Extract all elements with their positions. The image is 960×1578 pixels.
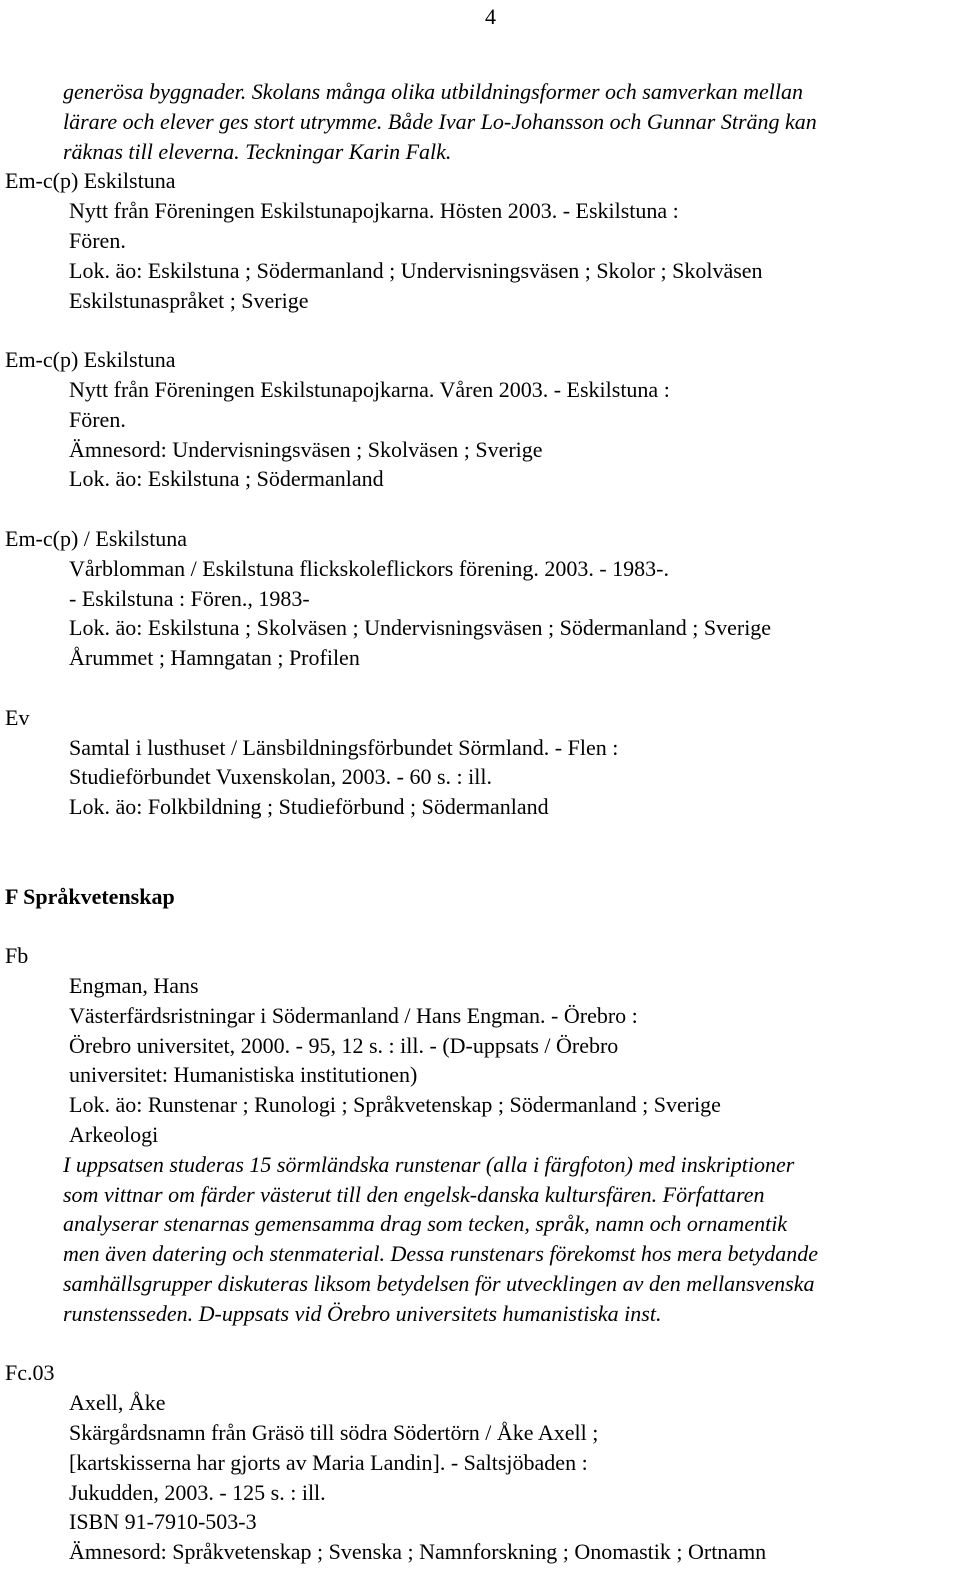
entry-line: Engman, Hans xyxy=(69,973,199,998)
abstract-line: analyserar stenarnas gemensamma drag som tecken, språk, namn och ornamentik xyxy=(63,1211,788,1237)
entry-line: Skärgårdsnamn från Gräsö till södra Södertörn / Åke Axell ; xyxy=(69,1420,599,1445)
entry-line: Lok. äo: Eskilstuna ; Skolväsen ; Undervisningsväsen ; Södermanland ; Sverige xyxy=(69,615,772,641)
entry-line: Lok. äo: Folkbildning ; Studieförbund ; Södermanland xyxy=(69,794,549,820)
entry-line: Ev xyxy=(5,704,30,730)
entry-line: Fören. xyxy=(69,228,126,253)
entry-line: Em-c(p) / Eskilstuna xyxy=(5,526,188,551)
entry-line: Samtal i lusthuset / Länsbildningsförbundet Sörmland. - Flen : xyxy=(69,734,619,760)
abstract-line: men även datering och stenmaterial. Dessa runstenars förekomst hos mera betydande xyxy=(63,1241,819,1267)
entry-line: Årummet ; Hamngatan ; Profilen xyxy=(69,645,360,671)
entry-line: - Eskilstuna : Fören., 1983- xyxy=(69,585,310,611)
entry-line: Fc.03 xyxy=(5,1360,55,1386)
entry-line: Arkeologi xyxy=(69,1122,159,1147)
entry-line: Ämnesord: Undervisningsväsen ; Skolväsen ; Sverige xyxy=(69,436,543,462)
page-number: 4 xyxy=(485,4,496,29)
entry-line: Fören. xyxy=(69,406,126,432)
abstract-line: runstensseden. D-uppsats vid Örebro universitets humanistiska inst. xyxy=(63,1300,662,1326)
entry-line: Örebro universitet, 2000. - 95, 12 s. : ill. - (D-uppsats / Örebro xyxy=(69,1032,619,1058)
abstract-line: lärare och elever ges stort utrymme. Både Ivar Lo-Johansson och Gunnar Sträng kan xyxy=(63,108,817,134)
entry-line: Lok. äo: Eskilstuna ; Södermanland xyxy=(69,466,384,492)
entry-line: ISBN 91-7910-503-3 xyxy=(69,1509,257,1535)
abstract-line: generösa byggnader. Skolans många olika utbildningsformer och samverkan mellan xyxy=(63,79,803,104)
entry-line: Västerfärdsristningar i Södermanland / Hans Engman. - Örebro : xyxy=(69,1002,638,1028)
entry-line: Nytt från Föreningen Eskilstunapojkarna. Våren 2003. - Eskilstuna : xyxy=(69,377,670,402)
entry-line: Em-c(p) Eskilstuna xyxy=(5,168,176,194)
entry-line: [kartskisserna har gjorts av Maria Landin]. - Saltsjöbaden : xyxy=(69,1449,588,1475)
entry-line: Ämnesord: Språkvetenskap ; Svenska ; Namnforskning ; Onomastik ; Ortnamn xyxy=(69,1539,767,1565)
entry-line: Vårblomman / Eskilstuna flickskoleflickors förening. 2003. - 1983-. xyxy=(69,555,669,581)
entry-line: Lok. äo: Runstenar ; Runologi ; Språkvetenskap ; Södermanland ; Sverige xyxy=(69,1092,721,1118)
abstract-line: I uppsatsen studeras 15 sörmländska runstenar (alla i färgfoton) med inskriptioner xyxy=(63,1151,795,1177)
entry-line: Em-c(p) Eskilstuna xyxy=(5,347,176,373)
entry-line: Lok. äo: Eskilstuna ; Södermanland ; Undervisningsväsen ; Skolor ; Skolväsen xyxy=(69,257,763,283)
entry-line: universitet: Humanistiska institutionen) xyxy=(69,1062,418,1088)
entry-line: Axell, Åke xyxy=(69,1390,166,1416)
entry-line: Nytt från Föreningen Eskilstunapojkarna. Hösten 2003. - Eskilstuna : xyxy=(69,198,679,224)
abstract-line: som vittnar om färder västerut till den engelsk-danska kultursfären. Författaren xyxy=(63,1181,765,1207)
entry-line: Studieförbundet Vuxenskolan, 2003. - 60 s. : ill. xyxy=(69,764,492,790)
entry-line: Fb xyxy=(5,943,29,969)
abstract-line: samhällsgrupper diskuteras liksom betydelsen för utvecklingen av den mellansvenska xyxy=(63,1271,815,1296)
entry-line: Eskilstunaspråket ; Sverige xyxy=(69,287,309,313)
entry-line: Jukudden, 2003. - 125 s. : ill. xyxy=(69,1479,326,1505)
section-heading: F Språkvetenskap xyxy=(5,883,175,909)
abstract-line: räknas till eleverna. Teckningar Karin Falk. xyxy=(63,138,452,164)
